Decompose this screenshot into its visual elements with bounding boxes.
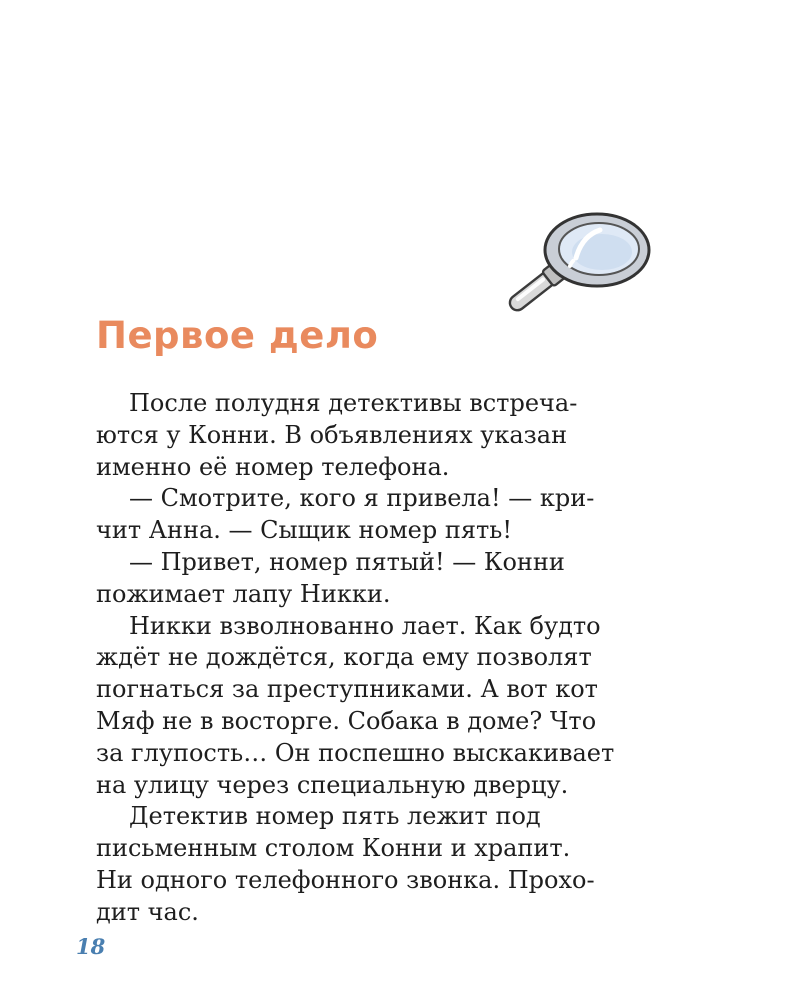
text-line: ждёт не дождётся, когда ему позволят	[96, 643, 592, 672]
text-line: чит Анна. — Сыщик номер пять!	[96, 516, 512, 545]
text-line: ются у Конни. В объявлениях указан	[96, 420, 568, 449]
text-line: После полудня детективы встреча-	[129, 389, 578, 417]
text-line: Никки взволнованно лает. Как будто	[129, 611, 601, 640]
chapter-title: Первое дело	[96, 314, 379, 357]
text-line: погнаться за преступниками. А вот кот	[96, 675, 598, 704]
text-line: пожимает лапу Никки.	[96, 579, 391, 608]
text-line: именно её номер телефона.	[96, 452, 450, 481]
text-line: Детектив номер пять лежит под	[129, 802, 541, 831]
page-number: 18	[76, 934, 106, 959]
text-line: за глупость… Он поспешно выскакивает	[96, 738, 615, 767]
magnifying-glass-icon	[498, 206, 656, 320]
text-line: на улицу через специальную дверцу.	[96, 770, 569, 799]
text-line: письменным столом Конни и храпит.	[96, 834, 571, 863]
text-line: Мяф не в восторге. Собака в доме? Что	[96, 706, 597, 735]
text-line: дит час.	[96, 897, 199, 926]
text-line: — Смотрите, кого я привела! — кри-	[129, 484, 595, 513]
text-line: — Привет, номер пятый! — Конни	[129, 547, 565, 576]
chapter-text	[96, 388, 696, 929]
text-line: Ни одного телефонного звонка. Прохо-	[96, 865, 595, 894]
